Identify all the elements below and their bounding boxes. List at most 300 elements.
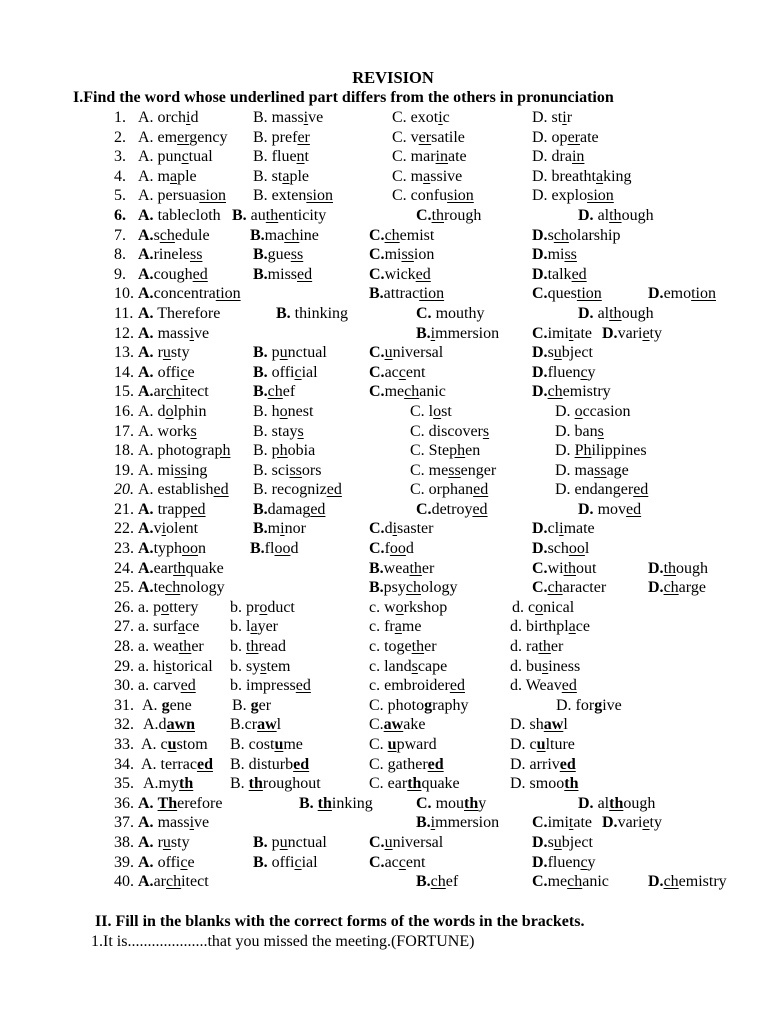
option-letter: B. xyxy=(253,344,268,362)
option-text: nctual xyxy=(287,344,327,362)
option-text: B. xyxy=(230,775,249,793)
answer-option xyxy=(556,696,622,716)
option-text: C. discover xyxy=(410,422,483,440)
answer-option xyxy=(138,402,206,422)
option-text: ilippines xyxy=(591,442,647,460)
answer-option xyxy=(232,206,326,226)
answer-option xyxy=(138,265,208,285)
option-text: B. offi xyxy=(253,363,295,381)
underlined-part: ch xyxy=(567,873,583,891)
underlined-part: ed xyxy=(561,677,577,695)
option-text: l xyxy=(563,716,568,734)
answer-option xyxy=(510,755,576,775)
underlined-part: ss xyxy=(448,461,461,479)
option-letter: C. xyxy=(532,579,548,597)
option-text: D. op xyxy=(532,128,568,146)
option-text: D.sch xyxy=(532,540,569,558)
question-number: 6. xyxy=(114,206,126,224)
underlined-part: u xyxy=(384,833,393,851)
option-text: c. fr xyxy=(369,618,395,636)
answer-option xyxy=(416,206,481,226)
option-text: B. mass xyxy=(253,109,304,126)
answer-option xyxy=(138,441,230,461)
underlined-part: ch xyxy=(404,383,420,401)
option-text: ve xyxy=(308,109,324,126)
option-letter: A. xyxy=(138,579,154,597)
underlined-part: ch xyxy=(663,873,679,891)
answer-option xyxy=(253,186,333,206)
question-number: 7. xyxy=(114,226,126,244)
answer-option xyxy=(138,637,204,657)
answer-option xyxy=(578,206,654,226)
underlined-part: a xyxy=(595,167,604,185)
option-text: out xyxy=(576,559,597,577)
answer-option xyxy=(250,226,319,246)
option-text: A.d xyxy=(143,716,167,734)
underlined-part: ss xyxy=(290,246,304,264)
option-text: d. bu xyxy=(510,657,542,675)
option-text: inking xyxy=(331,794,373,812)
option-text: ssive xyxy=(430,167,463,185)
option-letter: C. xyxy=(532,285,548,303)
answer-option xyxy=(416,324,499,344)
option-letter: D. xyxy=(532,833,548,851)
option-text: D. arriv xyxy=(510,755,560,773)
option-text: B.cr xyxy=(230,716,258,734)
answer-option xyxy=(369,755,444,775)
answer-option xyxy=(253,461,321,481)
underlined-part: th xyxy=(609,206,622,224)
option-text: ene xyxy=(169,696,192,714)
answer-option xyxy=(369,559,434,579)
option-text: B.wea xyxy=(369,559,410,577)
question-row xyxy=(0,578,768,598)
underlined-part: s xyxy=(482,422,490,440)
option-text: C.ques xyxy=(532,285,577,303)
option-text: A.ear xyxy=(138,559,174,577)
question-row xyxy=(0,226,768,246)
question-number: 15. xyxy=(114,383,134,401)
answer-option xyxy=(532,167,632,187)
option-text: D.vari xyxy=(602,324,643,342)
underlined-part: o xyxy=(433,402,442,420)
underlined-part: ed xyxy=(559,755,576,773)
option-text: A. establish xyxy=(138,481,214,499)
answer-option xyxy=(138,186,226,206)
question-number: 33. xyxy=(114,736,134,753)
underlined-part: a xyxy=(394,618,402,636)
question-row xyxy=(0,617,768,637)
question-row xyxy=(0,559,768,579)
option-letter: A. xyxy=(138,206,154,224)
option-text: D. al xyxy=(578,304,610,322)
answer-option xyxy=(416,794,486,814)
question-row xyxy=(0,382,768,402)
question-row xyxy=(0,245,768,265)
answer-option xyxy=(410,402,452,422)
answer-option xyxy=(138,382,209,402)
option-text: A.v xyxy=(138,520,162,538)
question-number: 35. xyxy=(114,775,134,793)
underlined-part: ed xyxy=(415,265,431,283)
option-text: B. recogniz xyxy=(253,481,327,499)
underlined-part: c xyxy=(580,853,588,871)
question-number: 24. xyxy=(114,559,134,577)
option-letter: C. xyxy=(369,265,385,283)
option-text: ty xyxy=(649,814,662,832)
answer-option xyxy=(138,617,199,637)
underlined-part: s xyxy=(190,422,197,440)
question-number: 36. xyxy=(114,794,134,812)
option-text: A.s xyxy=(138,226,160,244)
underlined-part: ed xyxy=(427,755,444,773)
option-letter: B. xyxy=(253,833,268,851)
option-text xyxy=(299,795,318,812)
option-text: er xyxy=(421,559,435,577)
option-letter: B. xyxy=(299,794,314,812)
option-text: D.s xyxy=(532,833,554,851)
answer-option xyxy=(299,794,373,814)
option-text: r xyxy=(566,109,573,126)
question-row xyxy=(0,696,768,716)
option-letter: D. xyxy=(532,520,548,538)
underlined-part: tion xyxy=(691,285,716,303)
answer-option xyxy=(369,774,460,794)
page-title: REVISION xyxy=(352,68,434,87)
option-text: ate xyxy=(448,148,467,166)
option-letter: C. xyxy=(369,246,385,264)
option-letter: C. xyxy=(369,540,385,558)
underlined-part: c xyxy=(180,363,188,381)
question-number: 20. xyxy=(114,481,134,499)
option-text: yer xyxy=(257,618,278,636)
underlined-part: u xyxy=(553,833,562,851)
underlined-part: t xyxy=(568,324,574,342)
question-row xyxy=(0,265,768,285)
answer-option xyxy=(510,676,577,696)
answer-option xyxy=(230,637,286,657)
answer-option xyxy=(138,519,198,539)
option-letter: D. xyxy=(532,265,548,283)
answer-option xyxy=(230,617,278,637)
answer-option xyxy=(230,598,295,618)
question-number: 28. xyxy=(114,638,134,656)
answer-option xyxy=(253,382,295,402)
question-row xyxy=(0,853,768,873)
option-text: B. pref xyxy=(253,128,298,146)
option-text xyxy=(416,325,431,342)
question-row xyxy=(0,519,768,539)
answer-option xyxy=(555,480,648,500)
underlined-part: oo xyxy=(389,540,406,558)
underlined-part: g xyxy=(424,696,433,714)
option-text: tem xyxy=(266,657,291,675)
underlined-part: ss xyxy=(401,246,414,264)
question-list xyxy=(0,108,768,892)
underlined-part: oo xyxy=(274,540,291,558)
underlined-part: ed xyxy=(449,677,465,695)
option-text xyxy=(648,579,664,596)
underlined-part: s xyxy=(411,657,418,675)
option-text: C. m xyxy=(392,167,424,185)
question-number: 5. xyxy=(114,187,126,205)
option-letter: B. xyxy=(416,873,431,891)
option-text: D.s xyxy=(532,226,554,244)
underlined-part: th xyxy=(407,775,422,793)
option-text: roughout xyxy=(262,775,321,793)
option-text: A. offi xyxy=(138,853,181,871)
option-text: ough xyxy=(621,206,654,224)
answer-option xyxy=(276,304,348,324)
option-text: C.d xyxy=(369,520,393,538)
underlined-part: o xyxy=(279,402,288,420)
option-text: a. surf xyxy=(138,618,178,636)
underlined-part: ch xyxy=(553,226,569,244)
answer-option xyxy=(253,147,309,167)
underlined-part: s xyxy=(297,422,304,440)
option-letter: A. xyxy=(138,383,154,401)
answer-option xyxy=(369,265,431,285)
underlined-part: th xyxy=(265,206,279,224)
option-text: b. l xyxy=(230,618,251,636)
answer-option xyxy=(253,833,327,853)
answer-option xyxy=(392,186,474,206)
question-number: 8. xyxy=(114,246,126,264)
option-text: ttery xyxy=(169,598,199,616)
answer-option xyxy=(578,794,655,814)
question-number: 25. xyxy=(114,579,134,597)
answer-option xyxy=(138,422,197,442)
answer-option xyxy=(532,813,592,833)
option-letter: B. xyxy=(253,520,268,538)
underlined-part: th xyxy=(564,775,579,793)
answer-option xyxy=(369,657,447,677)
option-text: ve xyxy=(194,324,210,342)
option-text: a. hi xyxy=(138,657,166,675)
option-text: saster xyxy=(397,520,434,538)
answer-option xyxy=(230,657,290,677)
option-text: C. photo xyxy=(369,696,425,714)
option-text: nor xyxy=(284,520,306,538)
underlined-part: ch xyxy=(547,579,563,597)
option-letter: A. xyxy=(138,226,154,244)
underlined-part: ph xyxy=(449,442,466,460)
option-text: A. tablecloth xyxy=(138,206,221,224)
option-text: C. l xyxy=(410,402,434,420)
answer-option xyxy=(253,500,325,520)
underlined-part: a xyxy=(177,618,186,636)
option-text: king xyxy=(603,167,632,185)
option-text xyxy=(416,873,431,890)
answer-option xyxy=(532,539,589,559)
answer-option xyxy=(253,167,309,187)
option-text: B. xyxy=(232,696,251,714)
underlined-part: ss xyxy=(289,461,302,479)
underlined-part: ch xyxy=(547,383,563,401)
option-text: b. xyxy=(230,638,246,656)
option-text: olarship xyxy=(568,226,621,244)
option-text: y xyxy=(587,853,596,871)
underlined-part: th xyxy=(317,794,332,812)
question-number: 3. xyxy=(114,148,126,166)
option-text: ough xyxy=(621,304,654,322)
underlined-part: ed xyxy=(472,500,488,518)
option-text: D. st xyxy=(532,109,563,126)
underlined-part: ed xyxy=(473,481,489,499)
option-text: A. r xyxy=(138,833,163,851)
answer-option xyxy=(392,147,467,167)
underlined-part: er xyxy=(418,128,432,146)
underlined-part: ed xyxy=(571,265,587,283)
option-text: d. c xyxy=(512,598,536,616)
option-text: D.talk xyxy=(532,265,572,283)
answer-option xyxy=(416,304,484,324)
underlined-part: o xyxy=(161,598,170,616)
option-text: B. p xyxy=(253,833,280,851)
underlined-part: th xyxy=(173,559,186,577)
option-letter: C. xyxy=(369,344,385,362)
option-text: B. offi xyxy=(253,853,295,871)
underlined-part: sion xyxy=(306,187,333,205)
underlined-part: o xyxy=(574,402,583,420)
option-text: C.me xyxy=(369,383,405,401)
option-letter: A. xyxy=(138,265,154,283)
option-letter: D. xyxy=(602,324,618,342)
option-text: pward xyxy=(396,736,437,753)
option-text: itect xyxy=(181,383,209,401)
fill-blank-question-1: 1.It is....................that you missed the meeting.(FORTUNE) xyxy=(91,933,475,950)
option-text: A. r xyxy=(138,344,163,362)
option-letter: C. xyxy=(532,873,548,891)
option-text: obia xyxy=(287,442,316,460)
answer-option xyxy=(555,441,647,461)
answer-option xyxy=(138,657,213,677)
underlined-part: c xyxy=(294,853,302,871)
option-text: C.wick xyxy=(369,265,416,283)
option-text: a. carv xyxy=(138,677,181,695)
question-row xyxy=(0,833,768,853)
question-number: 14. xyxy=(114,363,134,381)
question-number: 23. xyxy=(114,540,134,558)
option-text: D. xyxy=(555,442,575,460)
option-letter: B. xyxy=(416,814,431,832)
option-letter: C. xyxy=(416,500,432,518)
option-text: mate xyxy=(563,520,595,538)
option-text: ion xyxy=(413,246,435,264)
option-text: B. sci xyxy=(253,461,290,479)
underlined-part: i xyxy=(392,520,398,538)
option-letter: D. xyxy=(532,226,548,244)
option-text: D.cl xyxy=(532,520,560,538)
question-number: 27. xyxy=(114,618,134,636)
answer-option xyxy=(253,343,327,363)
option-text: b. pr xyxy=(230,598,260,616)
option-text: arge xyxy=(678,579,706,597)
answer-option xyxy=(230,715,281,735)
option-text: b. impress xyxy=(230,677,296,695)
option-text: B. flue xyxy=(253,148,297,166)
underlined-part: er xyxy=(567,128,580,146)
answer-option xyxy=(369,284,444,304)
answer-option xyxy=(138,324,209,344)
answer-option xyxy=(138,206,221,226)
option-text: C.ac xyxy=(369,853,399,871)
option-letter: D. xyxy=(648,579,664,597)
option-text: D. xyxy=(555,402,575,420)
option-letter: C. xyxy=(416,304,432,322)
question-row xyxy=(0,794,768,814)
option-text: e xyxy=(187,853,195,871)
question-row xyxy=(0,637,768,657)
option-letter: A. xyxy=(138,833,154,851)
option-text: B. au xyxy=(232,206,266,224)
question-row xyxy=(0,441,768,461)
underlined-part: ed xyxy=(633,481,649,499)
option-letter: B. xyxy=(232,206,247,224)
option-text: ology xyxy=(421,579,458,597)
answer-option xyxy=(138,500,206,520)
question-row xyxy=(0,539,768,559)
underlined-part: i xyxy=(438,109,443,126)
option-text: C.me xyxy=(532,873,568,891)
option-text: nest xyxy=(287,402,314,420)
option-text: ake xyxy=(403,716,426,734)
option-text: A. terrac xyxy=(141,755,197,773)
underlined-part: th xyxy=(246,638,259,656)
option-text: y xyxy=(478,794,487,812)
option-text: ent xyxy=(405,363,426,381)
question-number: 34. xyxy=(114,755,134,773)
answer-option xyxy=(138,598,198,618)
underlined-part: u xyxy=(387,736,397,753)
option-text: nctual xyxy=(287,833,327,851)
option-text: B. p xyxy=(253,344,280,362)
option-text: enger xyxy=(460,461,497,479)
answer-option xyxy=(410,422,489,442)
option-text: B. h xyxy=(253,402,280,420)
option-letter: D. xyxy=(532,363,548,381)
option-text xyxy=(369,227,385,244)
answer-option xyxy=(410,480,488,500)
underlined-part: i xyxy=(303,109,309,126)
option-text: D. for xyxy=(556,696,595,714)
underlined-part: ed xyxy=(297,265,313,283)
underlined-part: th xyxy=(663,559,677,577)
option-text: rough xyxy=(444,206,482,224)
option-letter: D. xyxy=(532,853,548,871)
answer-option xyxy=(253,480,342,500)
underlined-part: i xyxy=(430,324,436,342)
section-1-heading: I.Find the word whose underlined part differs from the others in pronunciation xyxy=(73,89,614,106)
underlined-part: aw xyxy=(257,716,277,734)
option-text: d. ra xyxy=(510,638,539,656)
option-text: rkshop xyxy=(403,598,448,616)
answer-option xyxy=(143,715,195,735)
question-row xyxy=(0,461,768,481)
underlined-part: ss xyxy=(189,246,203,264)
underlined-part: th xyxy=(464,794,479,812)
answer-option xyxy=(253,108,323,128)
option-text: ine xyxy=(299,226,319,244)
option-text: A.concentra xyxy=(138,285,216,303)
underlined-part: ch xyxy=(159,226,175,244)
option-letter: B. xyxy=(369,559,384,577)
answer-option xyxy=(253,402,313,422)
option-text: edule xyxy=(174,226,210,244)
underlined-part: ch xyxy=(166,873,182,891)
option-text: A.ar xyxy=(138,383,166,401)
underlined-part: n xyxy=(296,148,305,166)
